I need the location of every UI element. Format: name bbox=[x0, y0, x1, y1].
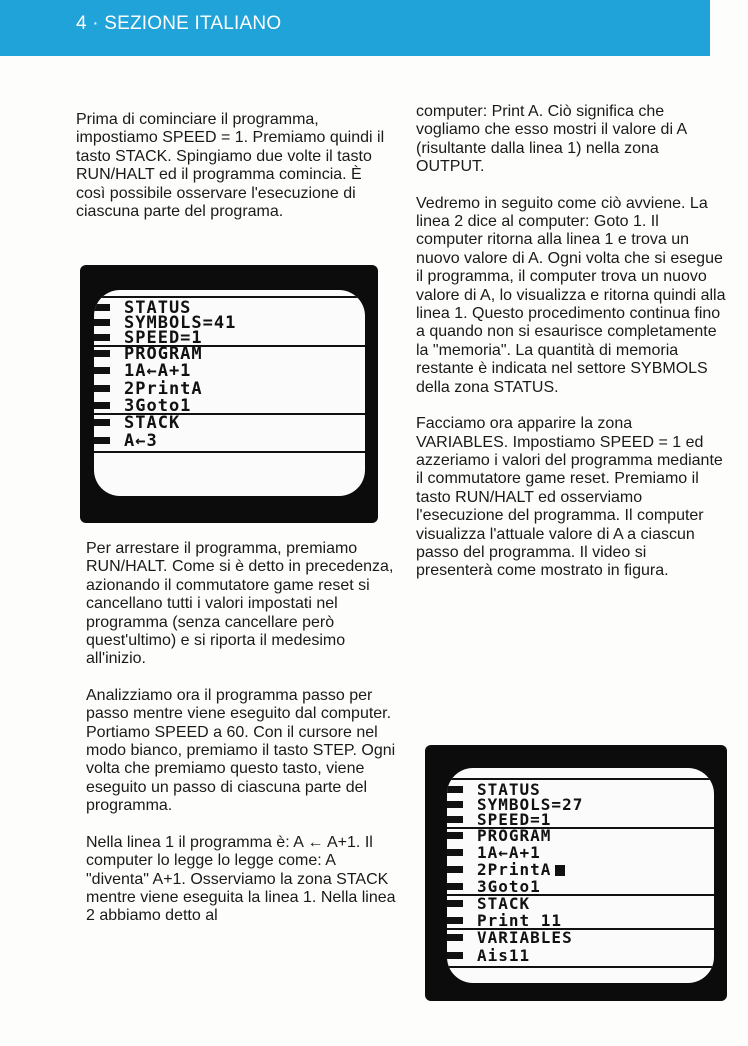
section-title: 4 · SEZIONE ITALIANO bbox=[76, 13, 282, 34]
screen-row: STATUS bbox=[94, 300, 365, 316]
screen-row: SPEED=1 bbox=[447, 812, 714, 828]
screen-row: PROGRAM bbox=[447, 828, 714, 844]
screen-row: SYMBOLS=27 bbox=[447, 797, 714, 813]
paragraph: Prima di cominciare il programma, impostiamo SPEED = 1. Premiamo quindi il tasto STACK. Spingiamo due volte il tasto RUN/HALT ed il programma comincia. È così possibile osservare l'esecuzione di ciascuna parte del programa. bbox=[76, 111, 385, 221]
paragraph: Facciamo ora apparire la zona VARIABLES. Impostiamo SPEED = 1 ed azzeriamo i valori del programma mediante il commutatore game reset. Premiamo il tasto RUN/HALT ed osserviamo l'esecuzione del programma. Il computer visualizza l'attuale valore di A a ciascun passo del programma. Il video si presenterà come mostrato in figura. bbox=[416, 415, 723, 580]
screen-row: STATUS bbox=[447, 782, 714, 798]
right-column bbox=[416, 103, 726, 599]
paragraph: computer: Print A. Ciò significa che vogliamo che esso mostri il valore di A (risultante dalla linea 1) nella zona OUTPUT. bbox=[416, 103, 687, 176]
screen-row: SYMBOLS=41 bbox=[94, 315, 365, 331]
left-column-bottom bbox=[86, 540, 398, 944]
screen-row: SPEED=1 bbox=[94, 330, 365, 346]
section-header-bar bbox=[0, 0, 710, 56]
screen-row: STACK bbox=[447, 896, 714, 912]
screen-row: 3Goto1 bbox=[447, 879, 714, 895]
screen-display bbox=[94, 290, 365, 496]
screen-row: Print 11 bbox=[447, 913, 714, 929]
screen-row: Ais11 bbox=[447, 948, 714, 964]
paragraph: Analizziamo ora il programma passo per passo mentre viene eseguito dal computer. Portiamo SPEED a 60. Con il cursore nel modo bianco, premiamo il tasto STEP. Ogni volta che premiamo questo tasto, viene eseguito un passo di ciascuna parte del programma. bbox=[86, 686, 396, 815]
screen-row: STACK bbox=[94, 415, 365, 431]
screen-row: 1A←A+1 bbox=[94, 363, 365, 379]
tv-screen-2 bbox=[425, 745, 727, 1001]
screen-row: 2PrintA bbox=[94, 381, 365, 397]
cursor-block-icon bbox=[555, 865, 565, 876]
screen-row: PROGRAM bbox=[94, 346, 365, 362]
paragraph: Nella linea 1 il programma è: A ← A+1. Il computer lo legge lo legge come: A "diventa" A+1. Osserviamo la zona STACK mentre viene eseguita la linea 1. Nella linea 2 abbiamo detto al bbox=[86, 833, 396, 925]
screen-display bbox=[447, 768, 714, 983]
screen-row: 3Goto1 bbox=[94, 398, 365, 414]
screen-row: 2PrintA bbox=[447, 862, 714, 878]
screen-row: 1A←A+1 bbox=[447, 845, 714, 861]
screen-row: VARIABLES bbox=[447, 930, 714, 946]
screen-row: A←3 bbox=[94, 433, 365, 449]
left-column-top bbox=[76, 111, 386, 239]
paragraph: Per arrestare il programma, premiamo RUN/HALT. Come si è detto in precedenza, azionando il commutatore game reset si cancellano tutti i valori impostati nel programma (senza cancellare però quest'ultimo) e si riporta il medesimo all'inizio. bbox=[86, 540, 394, 668]
tv-screen-1 bbox=[80, 265, 378, 523]
paragraph: Vedremo in seguito come ciò avviene. La linea 2 dice al computer: Goto 1. Il computer ritorna alla linea 1 e trova un nuovo valore di A. Ogni volta che si esegue il programma, il computer trova un nuovo valore di A, lo visualizza e ritorna quindi alla linea 1. Questo procedimento continua fino a quando non si esaurisce completamente la "memoria". La quantità di memoria restante è indicata nel settore SYBMOLS della zona STATUS. bbox=[416, 194, 726, 396]
